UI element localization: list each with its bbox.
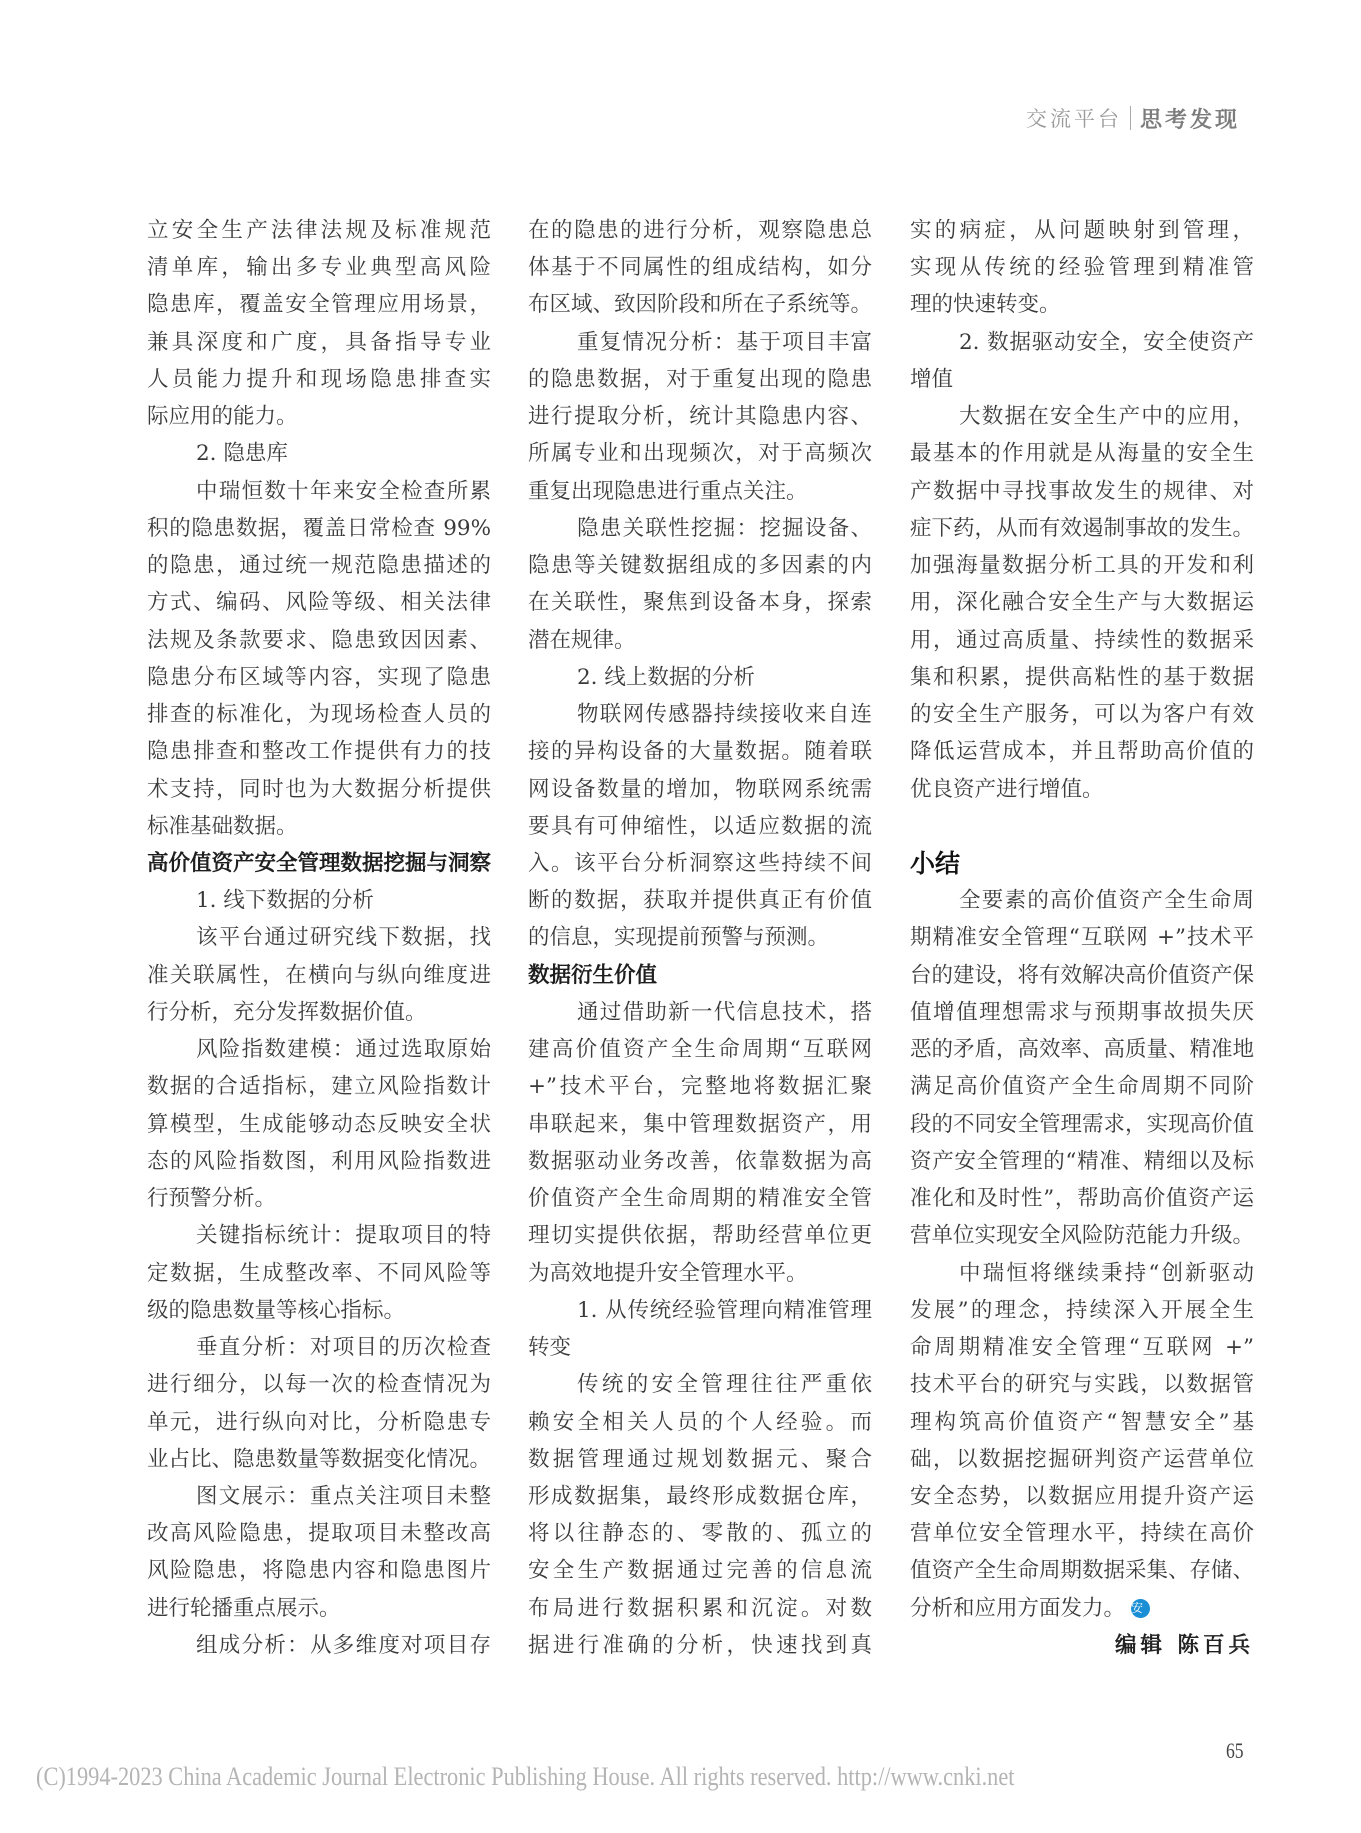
line-text: 将以往静态的、零散的、孤立的 [528,1521,872,1547]
text-line [528,1404,872,1441]
line-text: 清单库，输出多专业典型高风险 [147,255,491,281]
text-line [910,1515,1254,1552]
text-line [910,435,1254,472]
line-text: 要具有可伸缩性，以适应数据的流 [528,813,872,839]
text-line [910,1441,1254,1478]
text-line [147,1366,491,1403]
line-text: 接的异构设备的大量数据。随着联 [528,739,872,765]
text-line [147,398,491,435]
text-line [910,584,1254,621]
text-line [147,994,491,1031]
line-text: 资产安全管理的“精准、精细以及标 [910,1148,1254,1174]
text-line [528,1068,872,1105]
text-line [147,435,491,472]
line-text: 命周期精准安全管理“互联网 +” [910,1335,1254,1361]
line-text: 隐患分布区域等内容，实现了隐患 [147,664,491,690]
text-line [147,1143,491,1180]
text-line [528,547,872,584]
line-text: 数据的合适指标，建立风险指数计 [147,1074,491,1100]
text-line [147,733,491,770]
text-line [147,1068,491,1105]
text-line [528,659,872,696]
line-text: 标准基础数据。 [147,813,298,839]
text-line [528,882,872,919]
text-line [528,994,872,1031]
line-text: 隐患库，覆盖安全管理应用场景， [147,292,491,318]
line-text: 2. 隐患库 [196,441,288,467]
text-line [910,1180,1254,1217]
text-line [910,1590,1254,1627]
header-section-name: 交流平台 [1026,107,1122,131]
text-line [528,733,872,770]
text-column-1 [147,212,491,1664]
text-line [528,1441,872,1478]
line-text: 1. 从传统经验管理向精准管理 [577,1297,872,1323]
line-text: 台的建设，将有效解决高价值资产保 [910,962,1255,988]
section-heading [147,845,491,882]
text-line [910,212,1254,249]
text-line [528,324,872,361]
text-line [147,286,491,323]
text-line [910,1217,1254,1254]
text-line [147,696,491,733]
page-number: 65 [1226,1738,1244,1763]
text-line [147,659,491,696]
text-line [528,1478,872,1515]
line-text: 在的隐患的进行分析，观察隐患总 [528,218,872,243]
line-text: 法规及条款要求、隐患致因因素、 [147,627,491,653]
line-text: 段的不同安全管理需求，实现高价值 [910,1111,1255,1137]
line-text: 该平台通过研究线下数据，找 [196,925,491,951]
text-line [910,733,1254,770]
text-line [910,1329,1254,1366]
line-text: 风险指数建模：通过选取原始 [196,1037,491,1063]
line-text: 布区域、致因阶段和所在子系统等。 [528,292,873,318]
line-text: 分析和应用方面发力。 [910,1595,1126,1621]
section-heading [910,845,1254,882]
text-line [147,584,491,621]
text-line [528,622,872,659]
text-line [910,994,1254,1031]
text-line [147,324,491,361]
text-line [528,1366,872,1403]
line-text: 集和积累，提供高粘性的基于数据 [910,664,1254,690]
line-text: 降低运营成本，并且帮助高价值的 [910,739,1254,765]
line-text: 数据驱动业务改善，依靠数据为高 [528,1148,872,1174]
line-text: 行分析，充分发挥数据价值。 [147,999,427,1025]
line-text: 所属专业和出现频次，对于高频次 [528,441,872,467]
line-text: 转变 [528,1335,572,1361]
text-line [528,473,872,510]
text-line [147,1255,491,1292]
line-text: 为高效地提升安全管理水平。 [528,1260,808,1286]
text-line [528,398,872,435]
line-text: 值资产全生命周期数据采集、存储、 [910,1558,1255,1584]
text-line [528,1627,872,1664]
text-line [147,1478,491,1515]
line-text: 实的病症，从问题映射到管理， [910,218,1254,243]
line-text: 布局进行数据积累和沉淀。对数 [528,1595,872,1621]
text-line [528,1031,872,1068]
line-text: 形成数据集，最终形成数据仓库， [528,1483,872,1509]
line-text: 产数据中寻找事故发生的规律、对 [910,478,1254,504]
text-line [528,1180,872,1217]
line-text: 建高价值资产全生命周期“互联网 [528,1037,872,1063]
line-text: 中瑞恒数十年来安全检查所累 [196,478,491,504]
text-line [528,1292,872,1329]
text-line [528,1515,872,1552]
line-text: 技术平台的研究与实践，以数据管 [910,1372,1254,1398]
text-line [147,1590,491,1627]
line-text: 理构筑高价值资产“智慧安全”基 [910,1409,1254,1435]
line-text: 理的快速转变。 [910,292,1061,318]
text-line [910,473,1254,510]
line-text: 积的隐患数据，覆盖日常检查 99% [147,515,491,541]
line-text: 理切实提供依据，帮助经营单位更 [528,1223,872,1249]
text-line [528,1552,872,1589]
text-line [147,249,491,286]
line-text: 值增值理想需求与预期事故损失厌 [910,999,1254,1025]
line-text: 的隐患，通过统一规范隐患描述的 [147,553,491,579]
line-text: 用，通过高质量、持续性的数据采 [910,627,1254,653]
text-line [910,510,1254,547]
line-text: 恶的矛盾，高效率、高质量、精准地 [910,1037,1255,1063]
line-text: 小结 [910,848,961,878]
text-line [910,1404,1254,1441]
end-mark-icon: 安 [1131,1599,1150,1618]
text-line [910,1068,1254,1105]
text-line [910,659,1254,696]
line-text: 传统的安全管理往往严重依 [577,1372,872,1398]
text-line [528,249,872,286]
line-text: 关键指标统计：提取项目的特 [196,1223,491,1249]
text-line [528,1590,872,1627]
line-text: 行预警分析。 [147,1186,277,1212]
text-line [910,1031,1254,1068]
text-line [147,1404,491,1441]
line-text: 态的风险指数图，利用风险指数进 [147,1148,491,1174]
line-text: 用，深化融合安全生产与大数据运 [910,590,1254,616]
line-text: 隐患排查和整改工作提供有力的技 [147,739,491,765]
text-line [147,771,491,808]
text-line [910,1143,1254,1180]
text-line [910,1552,1254,1589]
text-line [910,1366,1254,1403]
text-line [528,1255,872,1292]
text-line [147,1180,491,1217]
text-line [147,808,491,845]
line-text: 的隐患数据，对于重复出现的隐患 [528,366,872,392]
text-line [910,1255,1254,1292]
text-line [910,808,1254,845]
text-line [910,1292,1254,1329]
copyright-notice: (C)1994-2023 China Academic Journal Electronic Publishing House. All rights reserved. http://www.cnki.net [36,1762,1015,1791]
line-text: 潜在规律。 [528,627,636,653]
line-text: 级的隐患数量等核心指标。 [147,1297,406,1323]
line-text: 增值 [910,366,954,392]
text-line [147,1627,491,1664]
text-line [147,1292,491,1329]
line-text: 2. 数据驱动安全，安全使资产 [959,329,1254,355]
line-text: 准化和及时性”，帮助高价值资产运 [910,1186,1254,1212]
line-text: 大数据在安全生产中的应用， [959,404,1254,430]
text-line [528,212,872,249]
text-line [147,1552,491,1589]
text-line [147,1217,491,1254]
text-line [528,771,872,808]
text-line [910,882,1254,919]
text-line [147,510,491,547]
line-text: 数据管理通过规划数据元、聚合 [528,1446,872,1472]
text-line [528,808,872,845]
text-line [147,212,491,249]
text-line [528,1329,872,1366]
line-text: 人员能力提升和现场隐患排查实 [147,366,491,392]
line-text: 重复情况分析：基于项目丰富 [577,329,872,355]
text-line [528,845,872,882]
text-line [528,1106,872,1143]
line-text: 实现从传统的经验管理到精准管 [910,255,1254,281]
text-line [528,1143,872,1180]
text-line [528,435,872,472]
line-text: 营单位安全管理水平，持续在高价 [910,1521,1254,1547]
text-line [147,1106,491,1143]
line-text: 全要素的高价值资产全生命周 [959,888,1254,914]
line-text: 症下药，从而有效遏制事故的发生。 [910,515,1255,541]
line-text: 的信息，实现提前预警与预测。 [528,925,830,951]
text-line [910,622,1254,659]
text-line [910,286,1254,323]
text-line [910,771,1254,808]
text-line [910,1478,1254,1515]
text-line [528,919,872,956]
text-line [147,1031,491,1068]
text-line [147,919,491,956]
line-text: 中瑞恒将继续秉持“创新驱动 [959,1260,1254,1286]
text-line [147,1441,491,1478]
line-text: 安全态势，以数据应用提升资产运 [910,1483,1254,1509]
line-text: 体基于不同属性的组成结构，如分 [528,255,872,281]
text-line [528,286,872,323]
line-text: 安全生产数据通过完善的信息流 [528,1558,872,1584]
line-text: 隐患等关键数据组成的多因素的内 [528,553,872,579]
text-line [910,249,1254,286]
line-text: 业占比、隐患数量等数据变化情况。 [147,1446,492,1472]
text-line [528,361,872,398]
header-divider [1130,106,1131,130]
line-text: 在关联性，聚焦到设备本身，探索 [528,590,872,616]
text-column-2 [528,212,872,1664]
line-text: 1. 线下数据的分析 [196,888,374,914]
text-line [910,324,1254,361]
line-text: 术支持，同时也为大数据分析提供 [147,776,491,802]
text-line [147,361,491,398]
text-line [910,1106,1254,1143]
header-column-name: 思考发现 [1140,107,1241,133]
editor-credit [910,1627,1254,1664]
line-text: 定数据，生成整改率、不同风险等 [147,1260,491,1286]
line-text: 际应用的能力。 [147,404,298,430]
line-text: 图文展示：重点关注项目未整 [196,1483,491,1509]
line-text: 2. 线上数据的分析 [577,664,755,690]
line-text: 立安全生产法律法规及标准规范 [147,218,491,243]
text-line [910,696,1254,733]
line-text: 高价值资产安全管理数据挖掘与洞察 [147,850,492,876]
text-line [910,919,1254,956]
line-text: 垂直分析：对项目的历次检查 [196,1335,491,1361]
text-line [528,584,872,621]
text-line [147,473,491,510]
text-line [147,882,491,919]
text-line [147,957,491,994]
text-line [528,1217,872,1254]
line-text: 串联起来，集中管理数据资产，用 [528,1111,872,1137]
line-text: 准关联属性，在横向与纵向维度进 [147,962,491,988]
line-text: 兼具深度和广度，具备指导专业 [147,329,491,355]
text-line [910,398,1254,435]
line-text: 单元，进行纵向对比，分析隐患专 [147,1409,491,1435]
line-text: 满足高价值资产全生命周期不同阶 [910,1074,1254,1100]
text-line [910,957,1254,994]
line-text: 的安全生产服务，可以为客户有效 [910,702,1254,728]
text-line [910,361,1254,398]
text-line [147,547,491,584]
line-text: 物联网传感器持续接收来自连 [577,702,872,728]
line-text: 营单位实现安全风险防范能力升级。 [910,1223,1255,1249]
line-text: 网设备数量的增加，物联网系统需 [528,776,872,802]
line-text: 断的数据，获取并提供真正有价值 [528,888,872,914]
line-text: +”技术平台，完整地将数据汇聚 [528,1074,872,1100]
line-text: 进行提取分析，统计其隐患内容、 [528,404,872,430]
line-text: 方式、编码、风险等级、相关法律 [147,590,491,616]
line-text: 价值资产全生命周期的精准安全管 [528,1186,872,1212]
text-line [528,696,872,733]
line-text: 进行轮播重点展示。 [147,1595,341,1621]
line-text: 入。该平台分析洞察这些持续不间 [528,850,872,876]
text-line [147,1329,491,1366]
line-text: 编辑 陈百兵 [1115,1632,1254,1658]
line-text: 隐患关联性挖掘：挖掘设备、 [577,515,872,541]
line-text: 期精准安全管理“互联网 +”技术平 [910,925,1254,951]
line-text: 排查的标准化，为现场检查人员的 [147,702,491,728]
line-text: 通过借助新一代信息技术，搭 [577,999,872,1025]
line-text: 风险隐患，将隐患内容和隐患图片 [147,1558,491,1584]
line-text: 算模型，生成能够动态反映安全状 [147,1111,491,1137]
text-line [147,1515,491,1552]
line-text: 组成分析：从多维度对项目存 [196,1632,491,1658]
text-line [147,622,491,659]
line-text: 最基本的作用就是从海量的安全生 [910,441,1254,467]
line-text: 发展”的理念，持续深入开展全生 [910,1297,1254,1323]
line-text: 优良资产进行增值。 [910,776,1104,802]
line-text: 据进行准确的分析，快速找到真 [528,1632,872,1658]
line-text: 改高风险隐患，提取项目未整改高 [147,1521,491,1547]
line-text: 重复出现隐患进行重点关注。 [528,478,808,504]
text-column-3 [910,212,1254,1664]
text-line [910,547,1254,584]
section-heading [528,957,872,994]
line-text: 数据衍生价值 [528,962,658,988]
running-header [1026,102,1240,134]
line-text: 础，以数据挖掘研判资产运营单位 [910,1446,1254,1472]
text-line [528,510,872,547]
line-text: 加强海量数据分析工具的开发和利 [910,553,1254,579]
line-text: 进行细分，以每一次的检查情况为 [147,1372,491,1398]
line-text: 赖安全相关人员的个人经验。而 [528,1409,872,1435]
